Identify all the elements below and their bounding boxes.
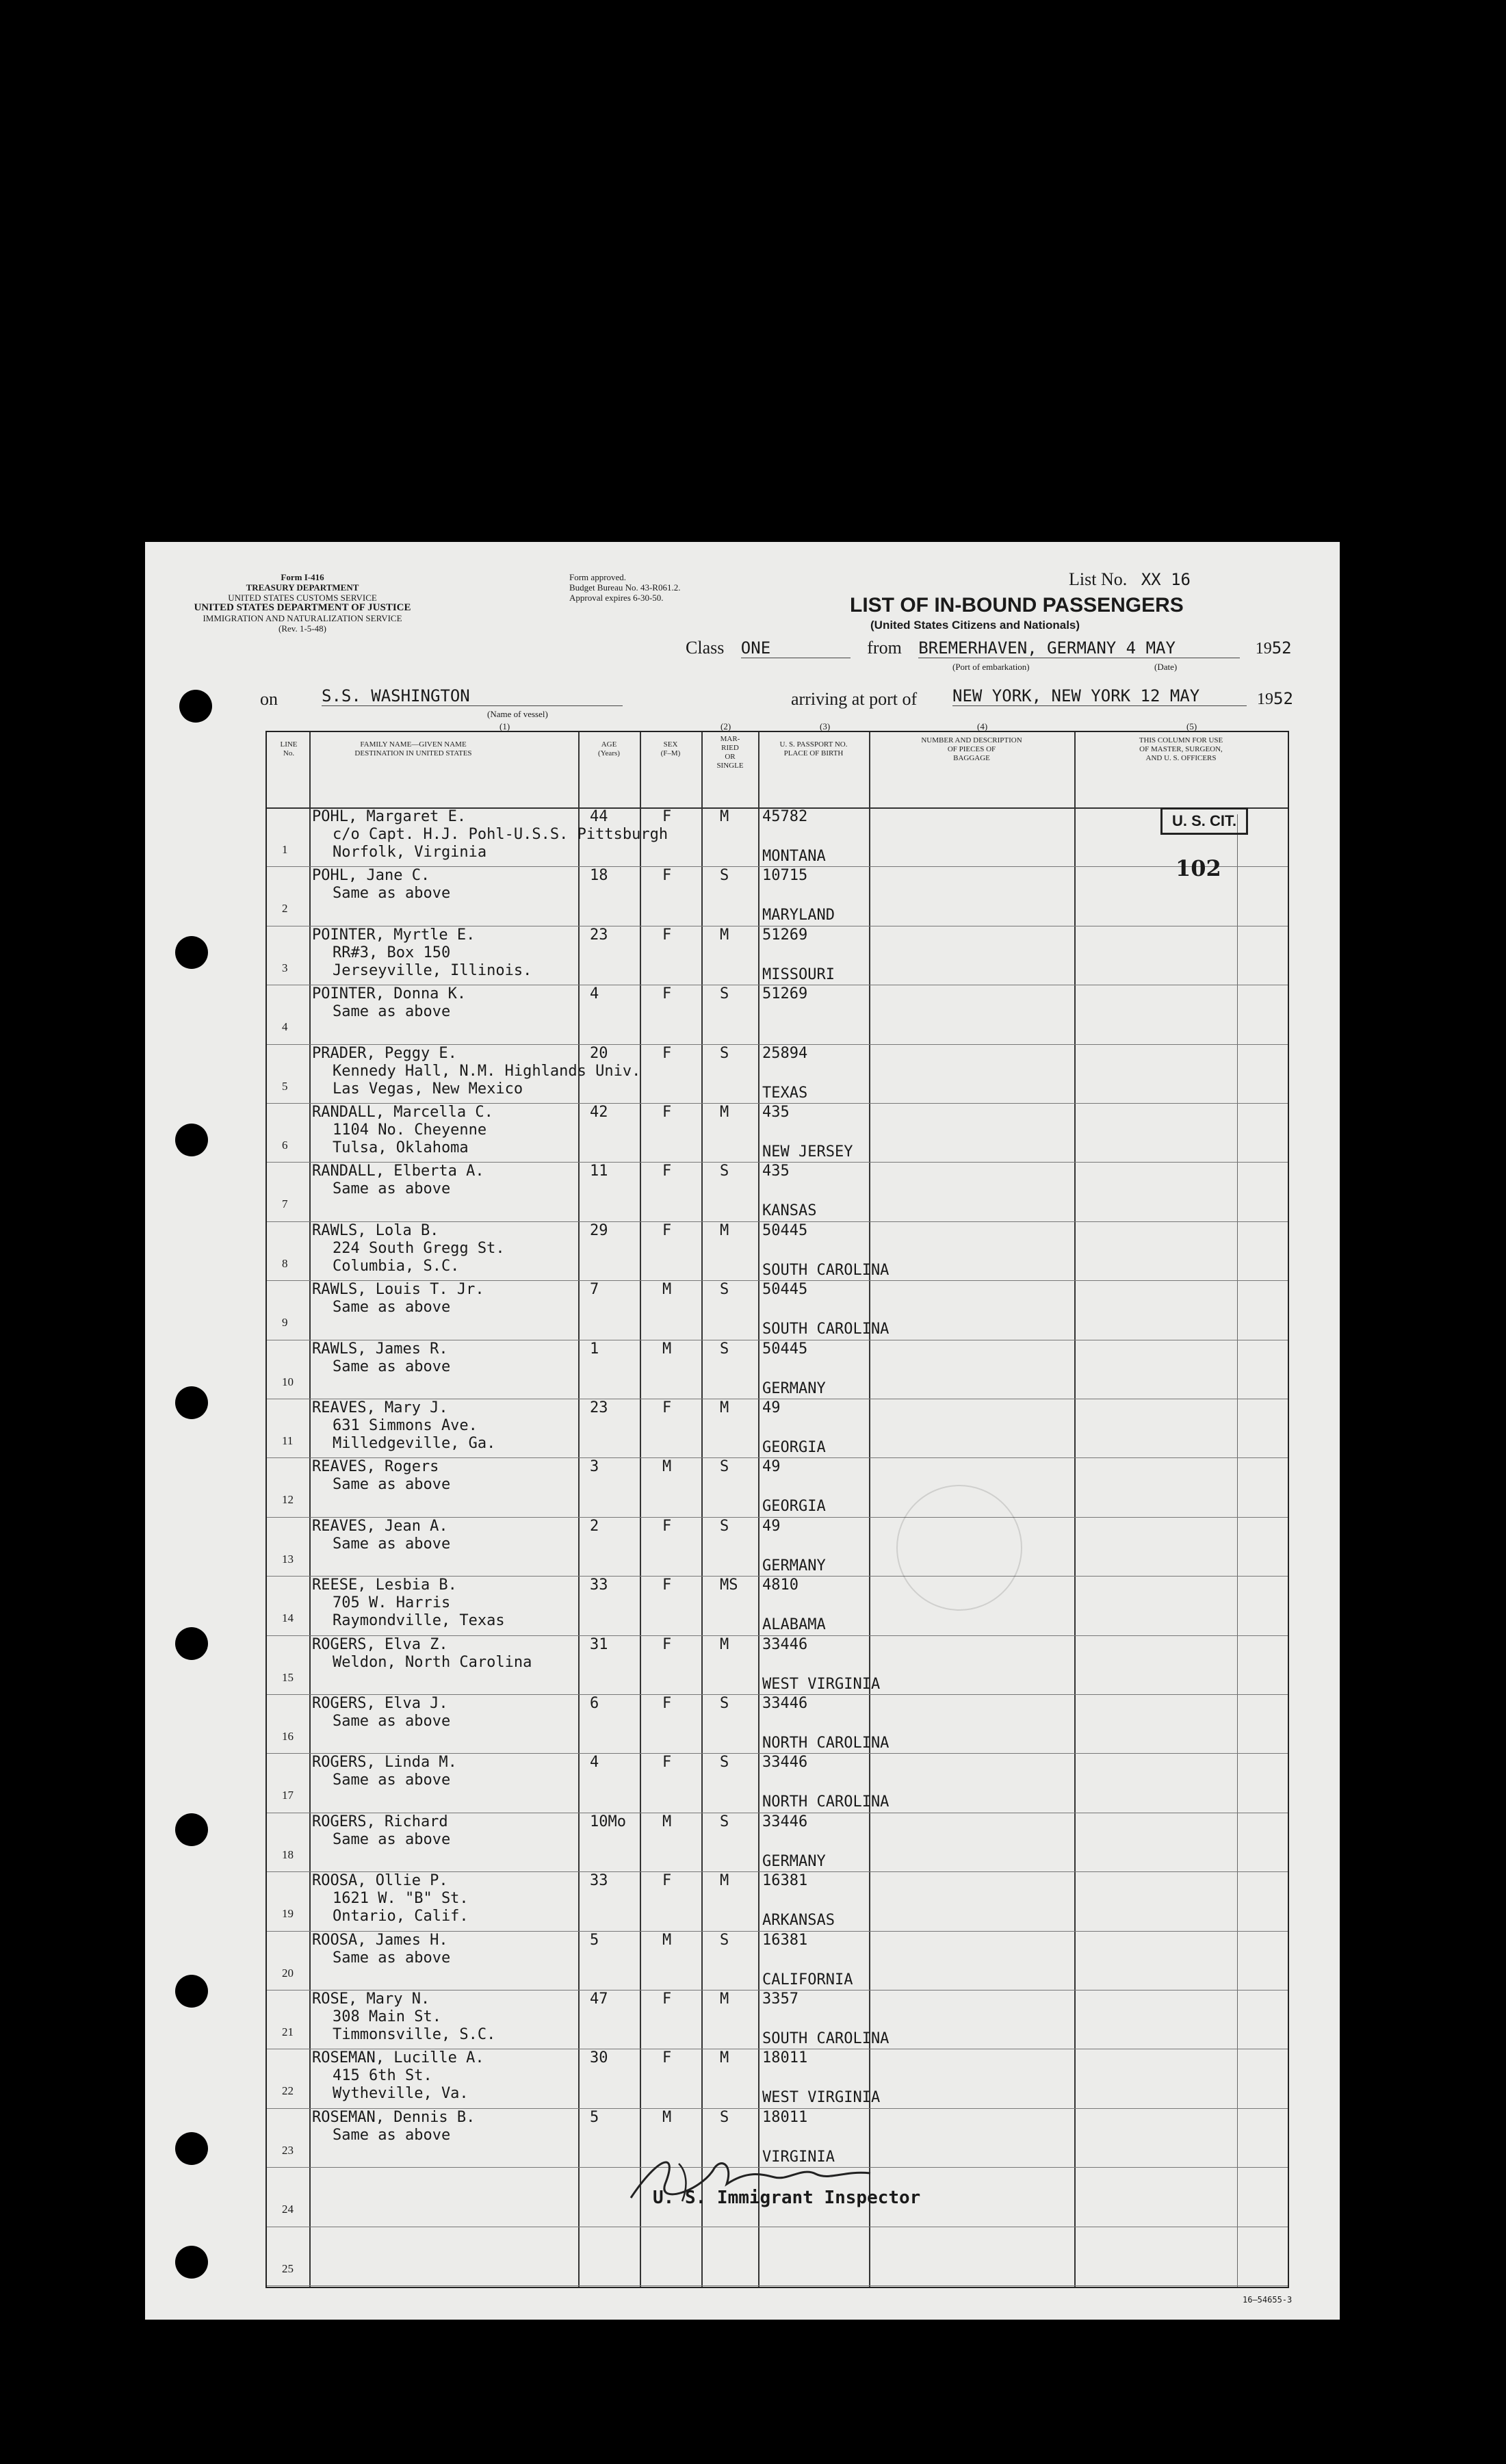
passenger-age: 4 — [590, 1754, 599, 1772]
passenger-name: RAWLS, Lola B. — [312, 1221, 439, 1239]
line-number: 22 — [282, 2084, 294, 2098]
destination-line-1: 705 W. Harris — [333, 1594, 451, 1612]
passenger-age: 5 — [590, 2108, 599, 2126]
passenger-sex: F — [662, 1695, 672, 1712]
marital-status: S — [720, 1517, 729, 1535]
place-of-birth: SOUTH CAROLINA — [762, 1321, 890, 1338]
passenger-sex: F — [662, 926, 672, 944]
table-row — [267, 1813, 1288, 1872]
passenger-name: ROGERS, Elva J. — [312, 1695, 448, 1712]
marital-status: M — [720, 1104, 729, 1121]
table-row — [267, 807, 1288, 867]
passenger-sex: F — [662, 1163, 672, 1180]
year-prefix: 19 — [1255, 640, 1272, 658]
passport-number: 33446 — [762, 1813, 808, 1830]
punch-hole — [175, 936, 208, 969]
punch-hole — [175, 1386, 208, 1419]
destination-line-1: Same as above — [333, 1830, 451, 1848]
passport-number: 33446 — [762, 1635, 808, 1653]
table-row — [267, 866, 1288, 926]
destination-line-1: Same as above — [333, 1713, 451, 1730]
table-row — [267, 985, 1288, 1044]
passenger-name: RANDALL, Elberta A. — [312, 1163, 484, 1180]
table-row — [267, 926, 1288, 985]
passenger-name: ROSEMAN, Lucille A. — [312, 2049, 484, 2067]
passenger-age: 23 — [590, 926, 608, 944]
marital-status: S — [720, 1695, 729, 1712]
line-number: 18 — [282, 1847, 294, 1861]
punch-hole — [175, 2132, 208, 2165]
table-row — [267, 1990, 1288, 2049]
dept-ins: IMMIGRATION AND NATURALIZATION SERVICE — [203, 613, 402, 623]
line-number: 19 — [282, 1907, 294, 1921]
destination-line-1: Same as above — [333, 1299, 451, 1317]
list-number-label: List No. — [1069, 569, 1128, 589]
destination-line-1: 631 Simmons Ave. — [333, 1417, 478, 1434]
arrival-port: NEW YORK, NEW YORK 12 MAY — [952, 686, 1247, 706]
manifest-page — [145, 542, 1340, 2320]
destination-line-1: 308 Main St. — [333, 2008, 441, 2025]
destination-line-1: Weldon, North Carolina — [333, 1653, 532, 1671]
table-row — [267, 1576, 1288, 1635]
destination-line-1: Same as above — [333, 1358, 451, 1375]
form-revision: (Rev. 1-5-48) — [278, 623, 326, 634]
line-number: 14 — [282, 1611, 294, 1625]
passenger-name: ROGERS, Linda M. — [312, 1754, 457, 1772]
marital-status: S — [720, 2108, 729, 2126]
date-caption: (Date) — [1154, 662, 1178, 672]
us-citizen-stamp: U. S. CIT. — [1160, 807, 1248, 835]
passenger-sex: M — [662, 1458, 672, 1476]
col-num-3: (3) — [820, 721, 831, 731]
passport-number: 4810 — [762, 1577, 799, 1594]
place-of-birth: SOUTH CAROLINA — [762, 2030, 890, 2047]
punch-hole — [175, 1975, 208, 2008]
passenger-age: 7 — [590, 1281, 599, 1299]
form-number: Form I-416 — [281, 572, 324, 582]
marital-status: M — [720, 808, 729, 825]
destination-line-1: Same as above — [333, 885, 451, 903]
line-number: 13 — [282, 1552, 294, 1566]
passenger-name: ROOSA, James H. — [312, 1931, 448, 1949]
marital-status: M — [720, 1399, 729, 1416]
class-value: ONE — [741, 638, 851, 658]
line-number: 7 — [282, 1197, 288, 1211]
approval-block — [569, 572, 680, 603]
passport-number: 16381 — [762, 1931, 808, 1949]
passenger-age: 33 — [590, 1872, 608, 1890]
place-of-birth: KANSAS — [762, 1202, 817, 1220]
col-num-5: (5) — [1186, 721, 1197, 731]
destination-line-1: Same as above — [333, 1772, 451, 1789]
passenger-sex: F — [662, 1872, 672, 1890]
class-label: Class — [686, 638, 725, 658]
header-name: FAMILY NAME—GIVEN NAME DESTINATION IN UNITED STATES — [354, 740, 472, 757]
header-officers: THIS COLUMN FOR USE OF MASTER, SURGEON, AND U. S. OFFICERS — [1139, 736, 1223, 762]
passenger-name: ROGERS, Richard — [312, 1813, 448, 1830]
approval-text: Form approved. — [569, 572, 627, 582]
line-number: 11 — [282, 1434, 294, 1447]
dept-treasury: TREASURY DEPARTMENT — [246, 582, 359, 593]
place-of-birth: NORTH CAROLINA — [762, 1735, 890, 1752]
passenger-name: REESE, Lesbia B. — [312, 1577, 457, 1594]
passenger-name: POHL, Jane C. — [312, 867, 430, 885]
passenger-sex: F — [662, 1221, 672, 1239]
destination-line-1: 1104 No. Cheyenne — [333, 1121, 487, 1139]
col-num-4: (4) — [977, 721, 988, 731]
passport-number: 45782 — [762, 808, 808, 825]
passenger-sex: F — [662, 867, 672, 885]
place-of-birth: MONTANA — [762, 848, 826, 865]
destination-line-2: Wytheville, Va. — [333, 2085, 469, 2103]
passenger-name: ROOSA, Ollie P. — [312, 1872, 448, 1890]
destination-line-1: 1621 W. "B" St. — [333, 1890, 469, 1908]
punch-hole — [175, 1124, 208, 1156]
passenger-age: 1 — [590, 1340, 599, 1358]
destination-line-1: Same as above — [333, 2126, 451, 2144]
place-of-birth: CALIFORNIA — [762, 1971, 853, 1988]
passenger-age: 42 — [590, 1104, 608, 1121]
from-label: from — [867, 638, 902, 658]
destination-line-1: RR#3, Box 150 — [333, 944, 451, 961]
passenger-sex: M — [662, 1340, 672, 1358]
passenger-age: 31 — [590, 1635, 608, 1653]
on-label: on — [260, 689, 278, 709]
header-baggage: NUMBER AND DESCRIPTION OF PIECES OF BAGGAGE — [921, 736, 1022, 762]
budget-bureau: Budget Bureau No. 43-R061.2. — [569, 582, 681, 593]
table-row — [267, 1044, 1288, 1104]
table-row — [267, 1753, 1288, 1813]
passenger-table — [265, 731, 1289, 2288]
line-number: 24 — [282, 2203, 294, 2216]
list-number — [1069, 569, 1191, 590]
punch-hole — [175, 1627, 208, 1660]
list-number-value: XX 16 — [1141, 570, 1191, 589]
destination-line-1: Same as above — [333, 1535, 451, 1553]
line-number: 12 — [282, 1493, 294, 1507]
place-of-birth: GERMANY — [762, 1557, 826, 1574]
marital-status: M — [720, 2049, 729, 2067]
passenger-name: RAWLS, Louis T. Jr. — [312, 1281, 484, 1299]
table-row — [267, 1340, 1288, 1399]
place-of-birth: WEST VIRGINIA — [762, 2089, 881, 2107]
passenger-age: 30 — [590, 2049, 608, 2067]
passenger-age: 29 — [590, 1221, 608, 1239]
passenger-name: RANDALL, Marcella C. — [312, 1104, 493, 1121]
embarkation-port: BREMERHAVEN, GERMANY 4 MAY — [918, 638, 1240, 658]
marital-status: S — [720, 1044, 729, 1062]
destination-line-2: Milledgeville, Ga. — [333, 1435, 496, 1452]
passenger-age: 3 — [590, 1458, 599, 1476]
passport-number: 50445 — [762, 1221, 808, 1239]
passenger-sex: F — [662, 2049, 672, 2067]
table-row — [267, 1162, 1288, 1221]
destination-line-1: c/o Capt. H.J. Pohl-U.S.S. Pittsburgh — [333, 826, 668, 843]
footer-code: 16—54655-3 — [1243, 2295, 1293, 2305]
passenger-name: REAVES, Mary J. — [312, 1399, 448, 1416]
passenger-name: REAVES, Rogers — [312, 1458, 439, 1476]
passenger-age: 11 — [590, 1163, 608, 1180]
line-number: 8 — [282, 1256, 288, 1270]
destination-line-1: Same as above — [333, 1476, 451, 1494]
place-of-birth: MISSOURI — [762, 965, 835, 983]
passport-number: 51269 — [762, 926, 808, 944]
passenger-sex: F — [662, 1990, 672, 2008]
passport-number: 50445 — [762, 1340, 808, 1358]
punch-hole — [179, 690, 212, 723]
destination-line-2: Norfolk, Virginia — [333, 844, 487, 861]
passenger-age: 20 — [590, 1044, 608, 1062]
line-number: 23 — [282, 2143, 294, 2157]
table-row — [267, 1517, 1288, 1577]
marital-status: S — [720, 1931, 729, 1949]
place-of-birth: GEORGIA — [762, 1498, 826, 1516]
passenger-name: RAWLS, James R. — [312, 1340, 448, 1358]
header-married: MAR- RIED OR SINGLE — [716, 735, 744, 770]
destination-line-2: Tulsa, Oklahoma — [333, 1139, 469, 1156]
destination-line-2: Raymondville, Texas — [333, 1612, 505, 1630]
place-of-birth: NEW JERSEY — [762, 1143, 853, 1160]
approval-expires: Approval expires 6-30-50. — [569, 593, 664, 603]
punch-hole — [175, 2246, 208, 2279]
inspector-caption: U. S. Immigrant Inspector — [653, 2188, 921, 2208]
passenger-sex: F — [662, 1104, 672, 1121]
passenger-name: POINTER, Donna K. — [312, 985, 467, 1003]
vessel-name: S.S. WASHINGTON — [322, 686, 623, 706]
passport-number: 435 — [762, 1104, 790, 1121]
arrival-year-prefix: 19 — [1257, 690, 1273, 708]
destination-line-1: 415 6th St. — [333, 2067, 432, 2085]
marital-status: M — [720, 1635, 729, 1653]
header-age: AGE (Years) — [598, 740, 620, 757]
destination-line-2: Timmonsville, S.C. — [333, 2026, 496, 2043]
passenger-sex: F — [662, 1635, 672, 1653]
place-of-birth: GEORGIA — [762, 1439, 826, 1456]
line-number: 15 — [282, 1670, 294, 1684]
marital-status: M — [720, 1990, 729, 2008]
table-row — [267, 1635, 1288, 1695]
destination-line-2: Las Vegas, New Mexico — [333, 1080, 523, 1098]
col-num-1: (1) — [499, 721, 510, 731]
passenger-sex: F — [662, 1577, 672, 1594]
passenger-age: 2 — [590, 1517, 599, 1535]
place-of-birth: GERMANY — [762, 1379, 826, 1397]
place-of-birth: ARKANSAS — [762, 1912, 835, 1930]
count-stamp: 102 — [1176, 855, 1221, 881]
table-row — [267, 1280, 1288, 1340]
voyage-line — [686, 638, 1292, 658]
destination-line-2: Columbia, S.C. — [333, 1257, 460, 1275]
place-of-birth: GERMANY — [762, 1852, 826, 1870]
passenger-age: 47 — [590, 1990, 608, 2008]
passport-number: 18011 — [762, 2108, 808, 2126]
passenger-sex: M — [662, 2108, 672, 2126]
table-row — [267, 1457, 1288, 1517]
header-sex: SEX (F–M) — [660, 740, 681, 757]
table-row — [267, 1221, 1288, 1281]
passport-number: 435 — [762, 1163, 790, 1180]
passenger-sex: F — [662, 1044, 672, 1062]
destination-line-1: Same as above — [333, 1180, 451, 1198]
table-row — [267, 2227, 1288, 2286]
passport-number: 51269 — [762, 985, 808, 1003]
place-of-birth: TEXAS — [762, 1084, 808, 1102]
marital-status: S — [720, 1754, 729, 1772]
passenger-sex: F — [662, 1517, 672, 1535]
table-row — [267, 1399, 1288, 1458]
place-of-birth: NORTH CAROLINA — [762, 1793, 890, 1811]
passenger-age: 4 — [590, 985, 599, 1003]
line-number: 2 — [282, 902, 288, 916]
embarkation-year: 52 — [1271, 638, 1292, 658]
passenger-sex: F — [662, 808, 672, 825]
passport-number: 18011 — [762, 2049, 808, 2067]
marital-status: S — [720, 1813, 729, 1830]
line-number: 20 — [282, 1966, 294, 1980]
marital-status: MS — [720, 1577, 738, 1594]
passenger-sex: F — [662, 1399, 672, 1416]
line-number: 1 — [282, 843, 288, 856]
passenger-sex: F — [662, 1754, 672, 1772]
destination-line-1: 224 South Gregg St. — [333, 1239, 505, 1257]
passenger-name: POHL, Margaret E. — [312, 808, 467, 825]
table-row — [267, 1871, 1288, 1931]
marital-status: S — [720, 1458, 729, 1476]
dept-customs: UNITED STATES CUSTOMS SERVICE — [228, 593, 377, 603]
place-of-birth: WEST VIRGINIA — [762, 1675, 881, 1693]
arrival-year — [1257, 689, 1293, 709]
dept-justice: UNITED STATES DEPARTMENT OF JUSTICE — [194, 602, 411, 613]
marital-status: S — [720, 1340, 729, 1358]
passport-number: 33446 — [762, 1695, 808, 1712]
arriving-label: arriving at port of — [791, 689, 918, 709]
passenger-age: 10Mo — [590, 1813, 626, 1830]
passenger-sex: M — [662, 1931, 672, 1949]
line-number: 3 — [282, 961, 288, 974]
line-number: 16 — [282, 1730, 294, 1743]
marital-status: M — [720, 1221, 729, 1239]
passport-number: 49 — [762, 1517, 781, 1535]
passenger-name: ROSEMAN, Dennis B. — [312, 2108, 476, 2126]
line-number: 9 — [282, 1316, 288, 1330]
marital-status: S — [720, 1281, 729, 1299]
passport-number: 33446 — [762, 1754, 808, 1772]
destination-line-2: Ontario, Calif. — [333, 1908, 469, 1925]
arrival-year-suffix: 52 — [1273, 689, 1293, 708]
line-number: 5 — [282, 1079, 288, 1093]
passenger-name: ROGERS, Elva Z. — [312, 1635, 448, 1653]
passport-number: 50445 — [762, 1281, 808, 1299]
table-row — [267, 1694, 1288, 1754]
destination-line-2: Jerseyville, Illinois. — [333, 961, 532, 979]
passport-number: 49 — [762, 1458, 781, 1476]
page-title: LIST OF IN-BOUND PASSENGERS — [850, 594, 1184, 617]
passport-number: 16381 — [762, 1872, 808, 1890]
vessel-caption: (Name of vessel) — [487, 709, 548, 719]
col-num-2: (2) — [720, 721, 731, 731]
passenger-age: 18 — [590, 867, 608, 885]
passenger-age: 33 — [590, 1577, 608, 1594]
place-of-birth: ALABAMA — [762, 1616, 826, 1634]
marital-status: S — [720, 1163, 729, 1180]
place-of-birth: SOUTH CAROLINA — [762, 1261, 890, 1279]
line-number: 4 — [282, 1020, 288, 1034]
passenger-sex: M — [662, 1813, 672, 1830]
header-passport: U. S. PASSPORT NO. PLACE OF BIRTH — [779, 740, 848, 757]
place-of-birth: MARYLAND — [762, 907, 835, 924]
marital-status: S — [720, 985, 729, 1003]
passenger-name: ROSE, Mary N. — [312, 1990, 430, 2008]
form-agency-block — [186, 572, 419, 634]
passenger-age: 6 — [590, 1695, 599, 1712]
passenger-name: POINTER, Myrtle E. — [312, 926, 476, 944]
passenger-sex: F — [662, 985, 672, 1003]
faded-circular-stamp — [896, 1485, 1022, 1611]
place-of-birth: VIRGINIA — [762, 2148, 835, 2166]
passenger-age: 44 — [590, 808, 608, 825]
passenger-rows — [267, 807, 1288, 2287]
passenger-age: 5 — [590, 1931, 599, 1949]
marital-status: S — [720, 867, 729, 885]
marital-status: M — [720, 926, 729, 944]
passenger-age: 23 — [590, 1399, 608, 1416]
passport-number: 3357 — [762, 1990, 799, 2008]
line-number: 21 — [282, 2025, 294, 2038]
table-row — [267, 1103, 1288, 1163]
passenger-name: PRADER, Peggy E. — [312, 1044, 457, 1062]
port-caption: (Port of embarkation) — [952, 662, 1030, 672]
passport-number: 10715 — [762, 867, 808, 885]
line-number: 10 — [282, 1375, 294, 1388]
passport-number: 25894 — [762, 1044, 808, 1062]
table-row — [267, 1931, 1288, 1990]
line-number: 6 — [282, 1139, 288, 1152]
table-row — [267, 2049, 1288, 2108]
passport-number: 49 — [762, 1399, 781, 1416]
header-line-no: LINE No. — [280, 740, 298, 757]
page-subtitle: (United States Citizens and Nationals) — [870, 619, 1080, 632]
passenger-name: REAVES, Jean A. — [312, 1517, 448, 1535]
punch-hole — [175, 1813, 208, 1846]
line-number: 17 — [282, 1789, 294, 1802]
destination-line-1: Kennedy Hall, N.M. Highlands Univ. — [333, 1062, 641, 1080]
destination-line-1: Same as above — [333, 1003, 451, 1021]
passenger-sex: M — [662, 1281, 672, 1299]
destination-line-1: Same as above — [333, 1949, 451, 1967]
line-number: 25 — [282, 2261, 294, 2275]
marital-status: M — [720, 1872, 729, 1890]
